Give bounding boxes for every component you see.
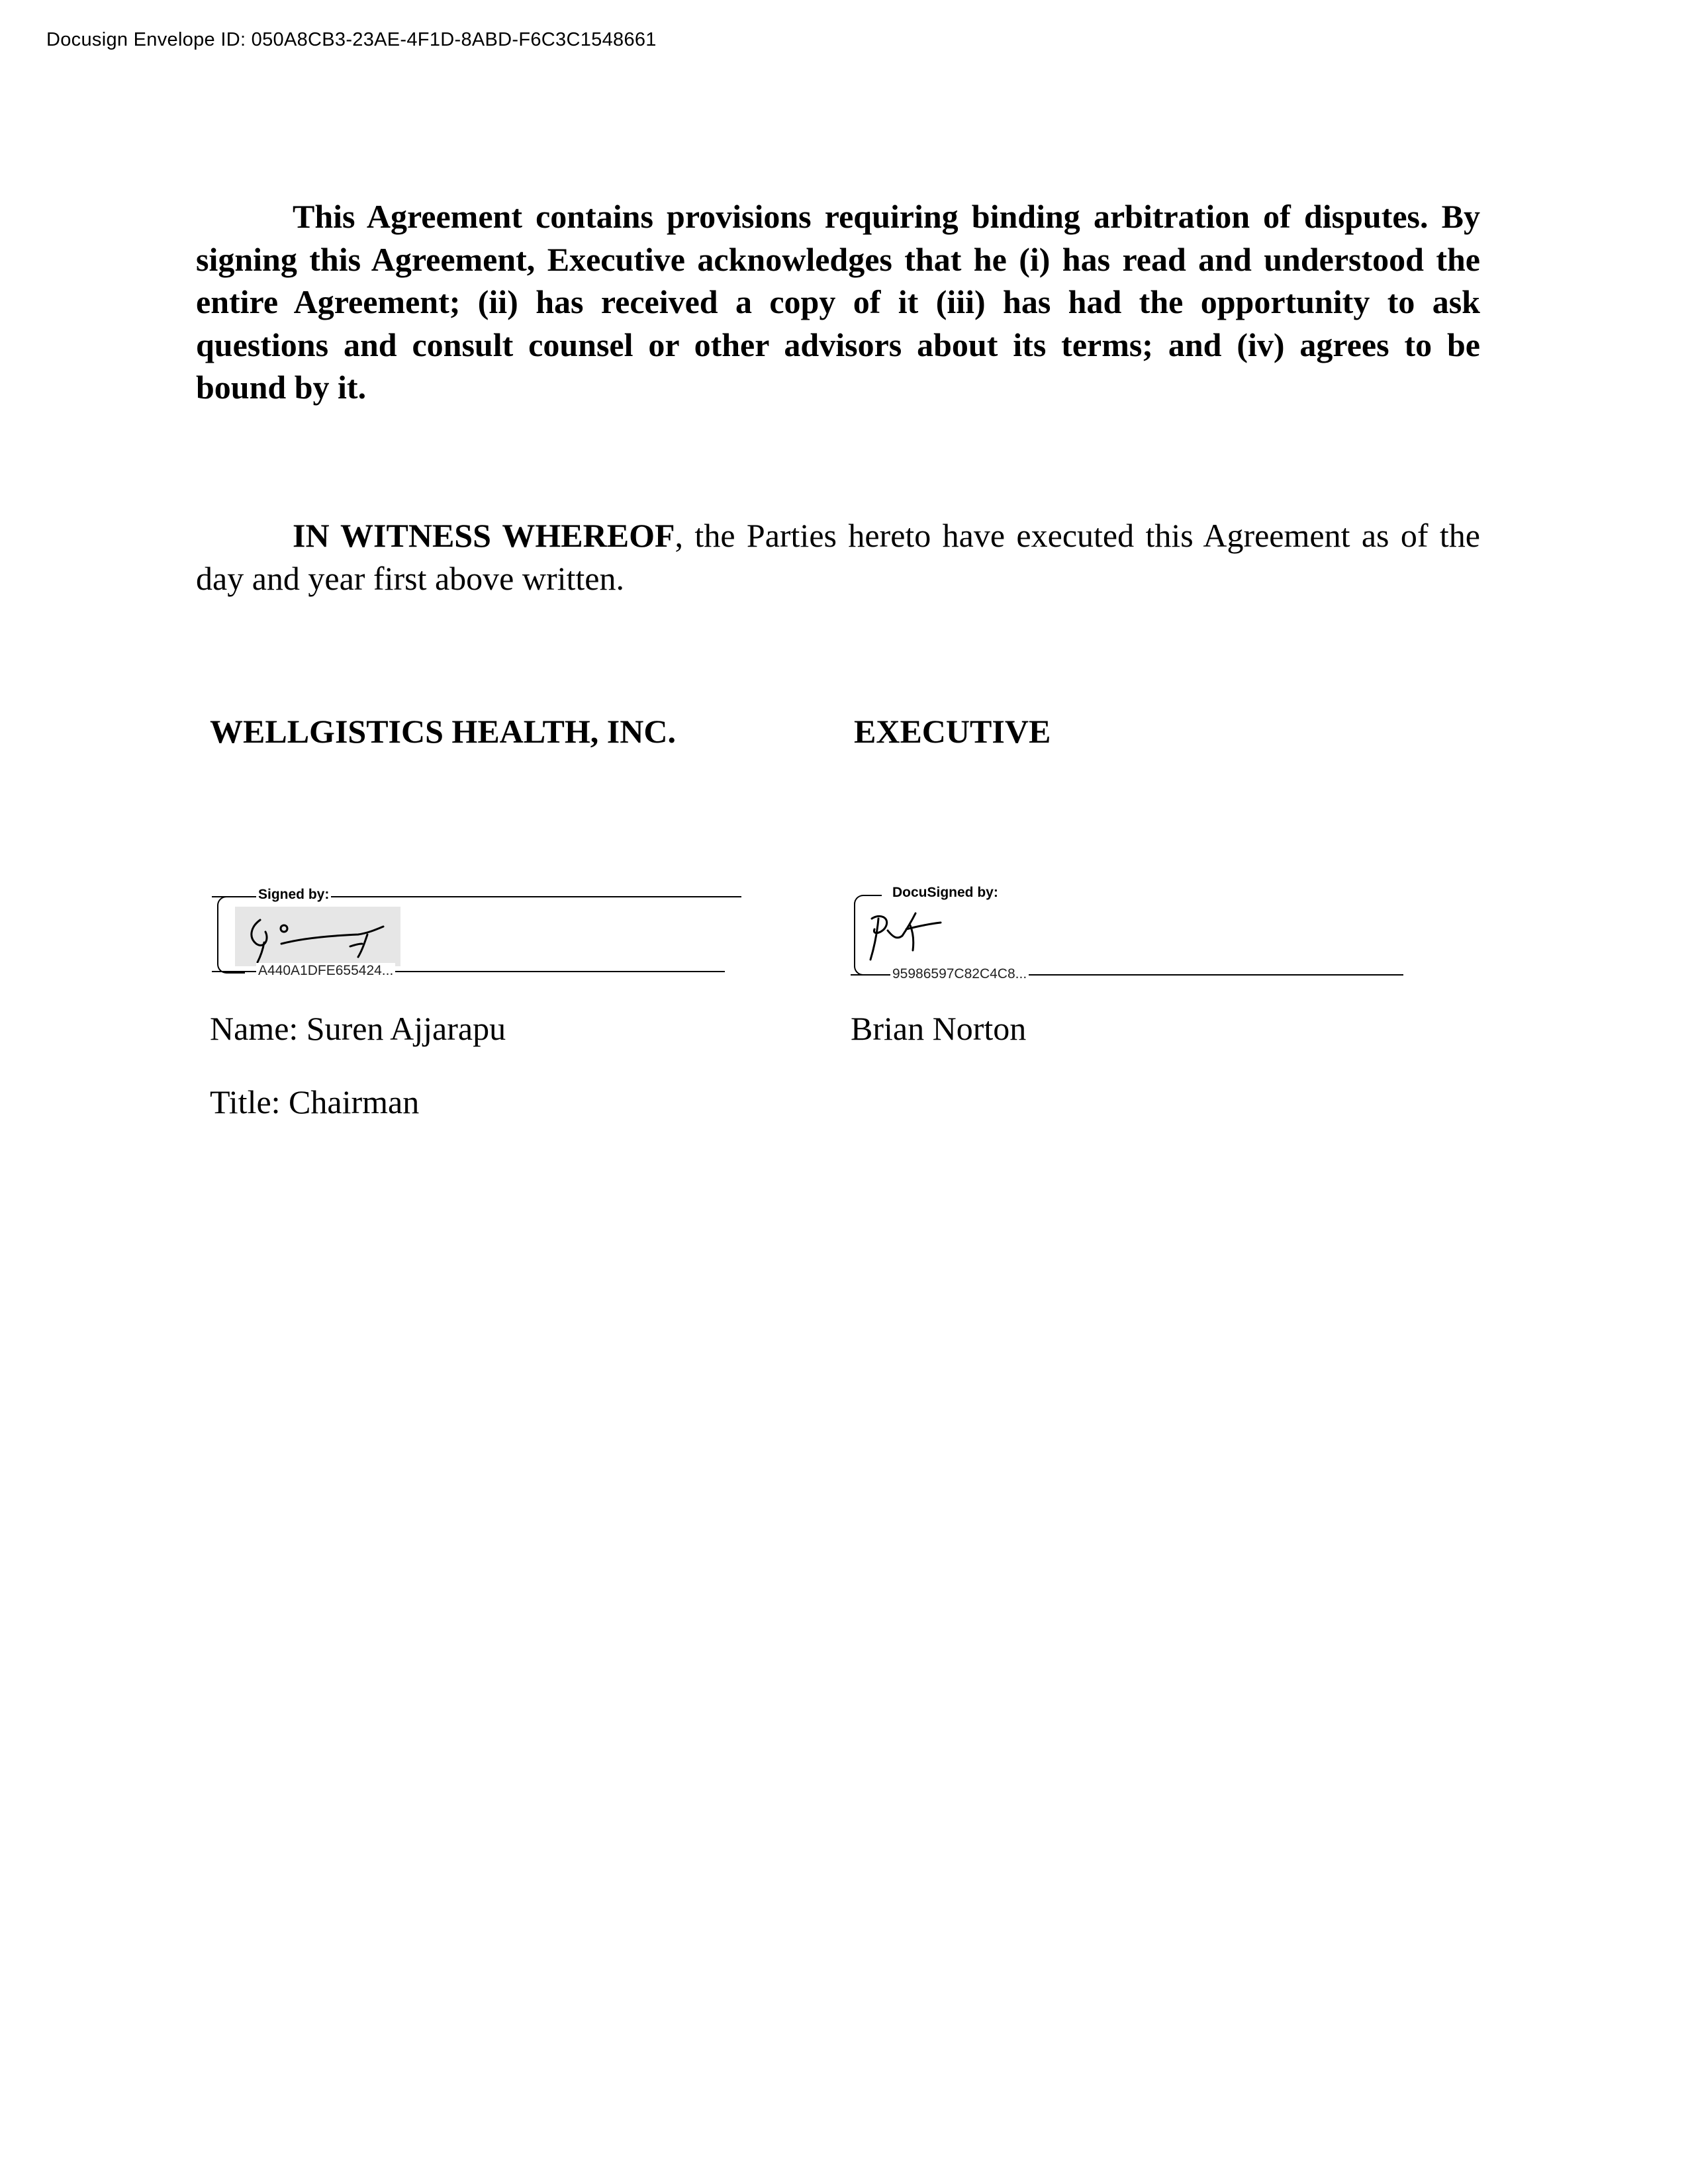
company-signature-hash: A440A1DFE655424... bbox=[256, 963, 395, 979]
witness-rest: , the Parties hereto have executed this Agreement as of the day and year first above written. bbox=[196, 517, 1480, 597]
executive-signatory-name: Brian Norton bbox=[851, 1010, 1027, 1047]
executive-party-heading: EXECUTIVE bbox=[854, 713, 1051, 750]
witness-lead: IN WITNESS WHEREOF bbox=[293, 517, 675, 554]
company-signature-caption: Signed by: bbox=[256, 887, 331, 903]
company-party-heading: WELLGISTICS HEALTH, INC. bbox=[210, 713, 676, 750]
witness-paragraph bbox=[196, 514, 1480, 600]
docusign-envelope-id: Docusign Envelope ID: 050A8CB3-23AE-4F1D-8ABD-F6C3C1548661 bbox=[46, 29, 657, 50]
executive-signature-caption: DocuSigned by: bbox=[890, 885, 1000, 901]
executive-signature-hash: 95986597C82C4C8... bbox=[890, 966, 1029, 982]
company-handwritten-signature bbox=[235, 907, 400, 966]
executive-handwritten-signature bbox=[857, 905, 957, 965]
arbitration-acknowledgement-paragraph: This Agreement contains provisions requiring binding arbitration of disputes. By signing this Agreement, Executive acknowledges that he (i) has read and understood the entire Agreement; (ii) has received a copy of it (iii) has had the opportunity to ask questions and consult counsel or other advisors about its terms; and (iv) agrees to be bound by it. bbox=[196, 198, 1480, 406]
company-signatory-title: Title: Chairman bbox=[210, 1083, 420, 1120]
company-signatory-name: Name: Suren Ajjarapu bbox=[210, 1010, 506, 1047]
